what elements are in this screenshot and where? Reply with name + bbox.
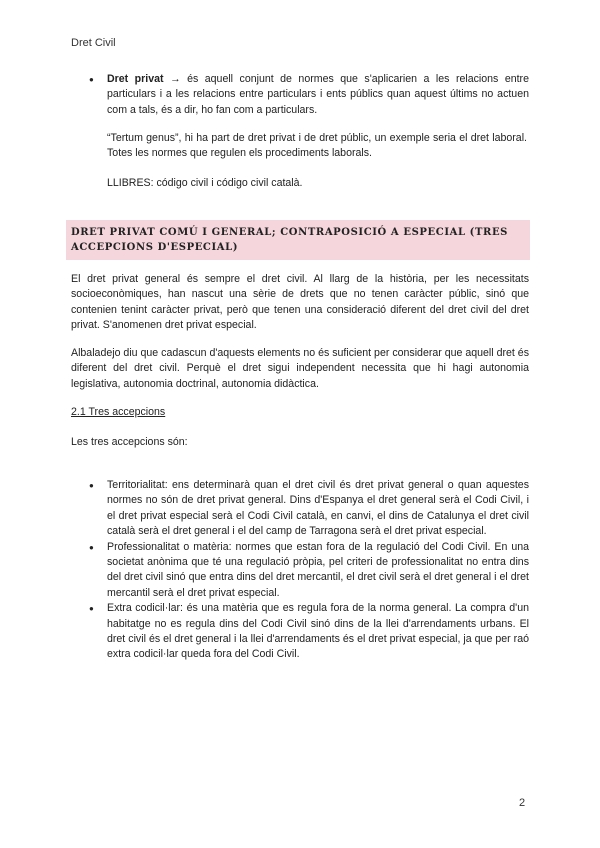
list-item (89, 72, 529, 118)
section-heading: DRET PRIVAT COMÚ I GENERAL; CONTRAPOSICIÓ A ESPECIAL (TRES ACCEPCIONS D'ESPECIAL) (71, 227, 508, 253)
section-paragraph-2: Albaladejo diu que cadascun d'aquests elements no és suficient per considerar que aquell dret és diferent del dret civil. Perquè el dret sigui independent necessita que hi hagi autonomia legislativa, autonomia doctrinal, autonomia didàctica. (71, 347, 529, 390)
tertium-genus-paragraph: “Tertum genus”, hi ha part de dret privat i de dret públic, un exemple seria el dret laboral. Totes les normes que regulen els procediments laborals. (107, 132, 527, 160)
definition-text: és aquell conjunt de normes que s'aplicarien a les relacions entre particulars i a les relacions entre particulars i ents públics quan aquest últims no actuen com a tals, és a dir, ho fan com a particulars. (107, 73, 529, 116)
page-number: 2 (519, 797, 526, 809)
list-item: ● Extra codicil·lar: és una matèria que es regula fora de la norma general. La compra d'un habitatge no es regula dins del Codi Civil sinó dins de la llei d'arrendaments urbans. El dret civil és el dret general i la llei d'arrendaments és el dret privat especial, ja que per raó extra codicil·lar queda fora del Codi Civil. (89, 601, 529, 663)
books-paragraph: LLIBRES: código civil i código civil català. (107, 177, 303, 189)
list-item: ● Territorialitat: ens determinarà quan el dret civil és dret privat general o quan aquestes normes no són de dret privat general. Dins d'Espanya el dret general serà el Codi Civil, i el dret privat especial serà el Codi Civil català, en canvi, el dins de Catalunya el dret civil català serà el dret general i el del camp de Tarragona serà el dret privat especial. (89, 478, 529, 540)
arrow-glyph: → (170, 73, 181, 85)
intro-bullet-list (89, 72, 529, 118)
lead-text: Les tres accepcions són: (71, 436, 188, 448)
document-header: Dret Civil (71, 37, 116, 49)
subheading-tres-accepcions: 2.1 Tres accepcions (71, 406, 166, 418)
section-paragraph-1: El dret privat general és sempre el dret civil. Al llarg de la història, per les necessitats socioeconòmiques, han nascut una sèrie de drets que no tenen caràcter públic, sinó que contenien tenint caràcter privat, però que tenen una consideració diferent del dret civil del dret privat. S'anomenen dret privat especial. (71, 273, 529, 332)
list-item: ● Professionalitat o matèria: normes que estan fora de la regulació del Codi Civil. En una societat anònima que té una regulació pròpia, pel criteri de professionalitat no entra dins del dret civil sinó que entra dins del dret mercantil, el dret civil serà el dret general i el dret mercantil serà el dret privat especial. (89, 540, 529, 602)
accepcions-list (89, 478, 529, 663)
term-dret-privat: Dret privat (107, 73, 164, 85)
